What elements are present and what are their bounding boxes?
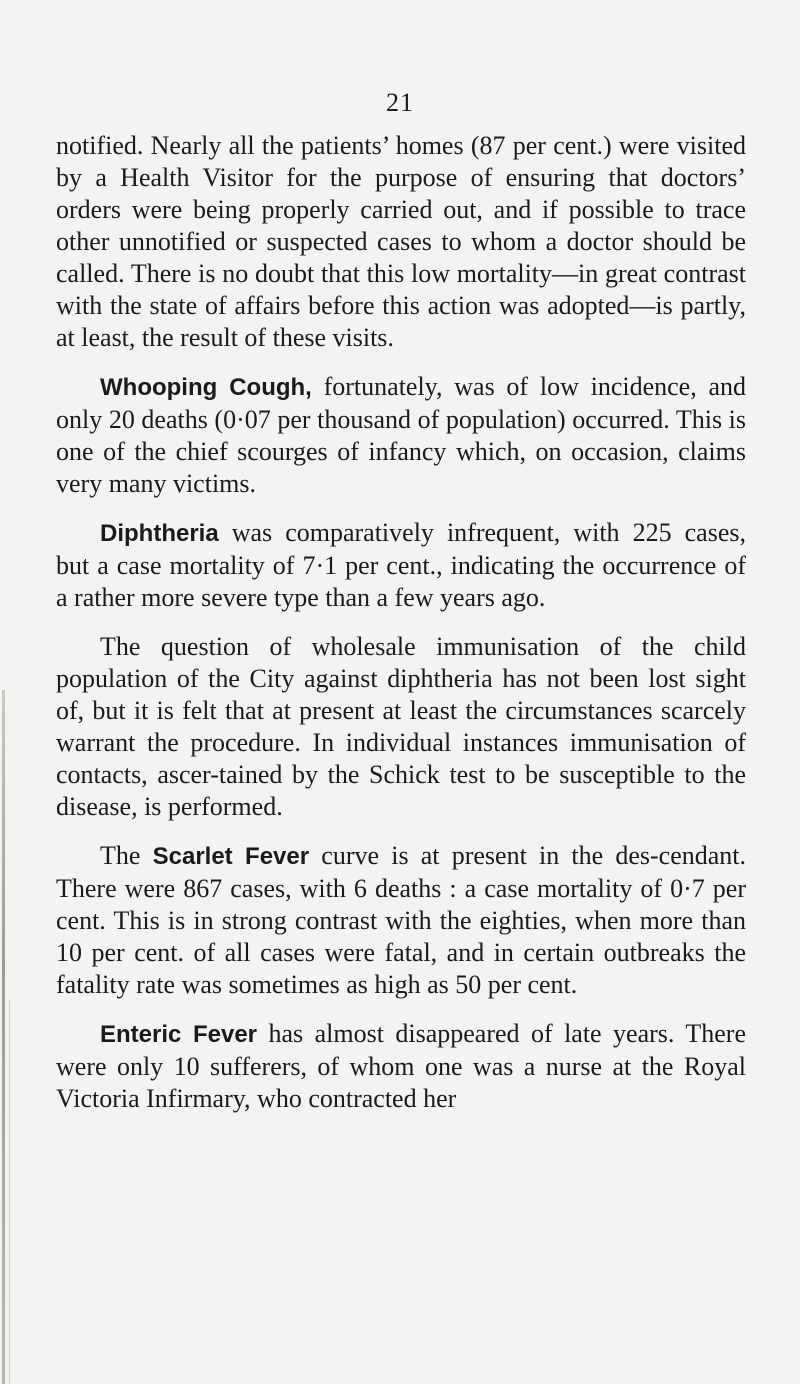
paragraph-text: has almost disappeared of late years. There were only 10 sufferers, of whom one was a nurse at the Royal Victoria Infirmary, who contracted her (56, 1019, 747, 1113)
paragraph-continuation (56, 130, 746, 354)
paragraph-scarlet-fever (56, 840, 746, 1001)
binding-edge-line-secondary (9, 1000, 10, 1384)
paragraph-text: was comparatively infrequent, with 225 cases, but a case mortality of 7·1 per cent., indicating the occurrence of a rather more severe type than a few years ago. (56, 518, 746, 612)
paragraph-text: curve is at present in the des-cendant. There were 867 cases, with 6 deaths : a case mortality of 0·7 per cent. This is in strong contrast with the eighties, when more than 10 per cent. of all cases were fatal, and in certain outbreaks the fatality rate was sometimes as high as 50 per cent. (56, 841, 747, 999)
page-number: 21 (386, 88, 414, 117)
binding-edge-line (2, 690, 5, 1384)
body-text (56, 130, 746, 1115)
section-term-whooping-cough: Whooping Cough, (100, 374, 312, 401)
paragraph-text: fortunately, was of low incidence, and only 20 deaths (0·07 per thousand of population) occurred. This is one of the chief scourges of infancy which, on occasion, claims very many victims. (56, 372, 747, 498)
paragraph-enteric-fever (56, 1018, 746, 1115)
paragraph-whooping-cough (56, 371, 746, 500)
section-term-scarlet-fever: Scarlet Fever (152, 843, 310, 870)
paragraph-text-prefix: The (100, 841, 153, 870)
paragraph-diphtheria (56, 517, 746, 614)
section-term-enteric-fever: Enteric Fever (100, 1021, 258, 1048)
paragraph-text: notified. Nearly all the patients’ homes (87 per cent.) were visited by a Health Visitor for the purpose of ensuring that doctors’ orders were being properly carried out, and if possible to trace other unnotified or suspected cases to whom a doctor should be called. There is no doubt that this low mortality—in great contrast with the state of affairs before this action was adopted—is partly, at least, the result of these visits. (56, 131, 746, 352)
section-term-diphtheria: Diphtheria (100, 520, 219, 547)
paragraph-immunisation (56, 631, 746, 823)
paragraph-text: The question of wholesale immunisation of the child population of the City against diphtheria has not been lost sight of, but it is felt that at present at least the circumstances scarcely warrant the procedure. In individual instances immunisation of contacts, ascer-tained by the Schick test to be susceptible to the disease, is performed. (56, 632, 746, 821)
